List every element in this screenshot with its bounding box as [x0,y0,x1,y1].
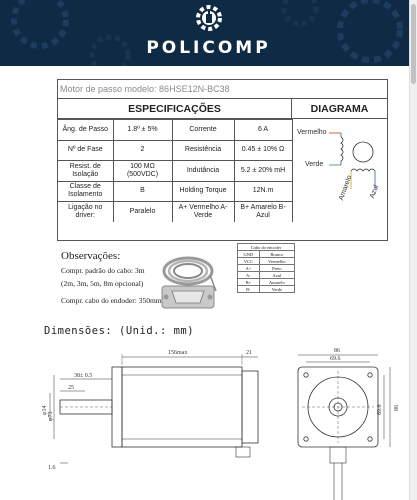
wire-label-red: Vermelho [297,129,327,136]
wire-pin: A- [238,272,260,279]
table-row [58,140,292,161]
wire-color: Azul [259,272,294,279]
dim-label-86-height: 86 [394,405,400,411]
spec-table [58,119,293,222]
spec-cell: Paralelo [113,202,172,223]
diagram-title: DIAGRAMA [292,99,387,119]
dim-label-69-6-height: 69.6 [377,404,383,415]
spec-cell: 1.8º ± 5% [113,120,172,141]
wire-color: Branco [259,251,294,258]
dimension-drawing [40,345,410,500]
spec-cell: Holding Torque [172,181,234,202]
motor-model: Motor de passo modelo: 86HSE12N-BC38 [58,80,387,99]
dim-label-1-6: 1.6 [48,465,56,471]
wire-pin: B- [238,286,260,293]
wire-color: Vermelho [259,258,294,265]
spec-cell: A+ Vermelho A- Verde [172,202,234,223]
dim-label-shaft: 38± 0.5 [74,373,93,379]
spec-cell: 2 [113,140,172,161]
spec-cell: Corrente [172,120,234,141]
wiring-diagram [293,119,387,241]
brand-name: POLICOMP [146,38,271,58]
wire-label-green: Verde [305,161,324,168]
spec-cell: Ligação no driver: [58,202,113,223]
observations-title: Observações: [61,250,121,262]
spec-cell: 6 A [234,120,292,141]
spec-cell: Resistência [172,140,234,161]
spec-sheet [57,79,388,241]
table-row [58,161,292,182]
motor-side-view [50,354,258,463]
table-row [238,272,295,279]
dim-label-phi14: φ14 [42,405,48,415]
table-row [238,265,295,272]
spec-cell: Classe de Isolamento [58,181,113,202]
spec-cell: 100 MΩ (500VDC) [113,161,172,182]
table-row [238,286,295,293]
table-row [58,202,292,223]
table-row [58,120,292,141]
wire-pin: A+ [238,265,260,272]
wire-pin: VCC [238,258,260,265]
dim-label-21: 21 [246,350,252,356]
motor-front-view [298,355,390,500]
page-scrollbar[interactable] [409,0,417,500]
wire-label-yellow: Amarelo [338,174,354,202]
spec-cell: Nº de Fase [58,140,113,161]
spec-cell: 0.45 ± 10% Ω [234,140,292,161]
table-row [58,181,292,202]
table-row [238,258,295,265]
wire-pin: GND [238,251,260,258]
wire-table-header: Cabo do encoder [238,244,295,251]
encoder-wire-table [237,243,295,293]
cable-length-options: (2m, 3m, 5m, 8m opcional) [61,279,144,288]
dim-label-length: 156max [168,350,188,356]
spec-cell: Âng. de Passo [58,120,113,141]
spec-cell: 12N.m [234,181,292,202]
table-row [238,251,295,258]
cable-standard-length: Compr. padrão do cabo: 3m [61,266,145,275]
dimensions-title: Dimensões: (Unid.: mm) [44,325,195,337]
dim-label-phi73: φ73 [48,411,54,421]
spec-cell: 5.2 ± 20% mH [234,161,292,182]
dim-label-25: 25 [68,385,74,391]
spec-cell: B+ Amarelo B- Azul [234,202,292,223]
table-row [238,279,295,286]
spec-cell: Indutância [172,161,234,182]
dim-label-86-width: 86 [334,348,340,354]
brand-banner [0,0,417,66]
spec-cell: B [113,181,172,202]
table-row [238,244,295,251]
spec-cell: Resist. de Isolação [58,161,113,182]
wire-label-blue: Azul [369,184,381,200]
db-connector-image [160,282,216,312]
spec-title: ESPECIFICAÇÕES [58,99,292,119]
gear-logo-icon [193,2,225,34]
scrollbar-thumb[interactable] [411,4,416,84]
dim-label-69-6-width: 69.6 [330,356,341,362]
wire-pin: B+ [238,279,260,286]
wire-color: Preto [259,265,294,272]
wiring-diagram-drawing [293,119,387,241]
wire-color: Amarelo [259,279,294,286]
encoder-cable-length: Compr. cabo do endoder: 350mm [61,296,162,305]
wire-color: Verde [259,286,294,293]
